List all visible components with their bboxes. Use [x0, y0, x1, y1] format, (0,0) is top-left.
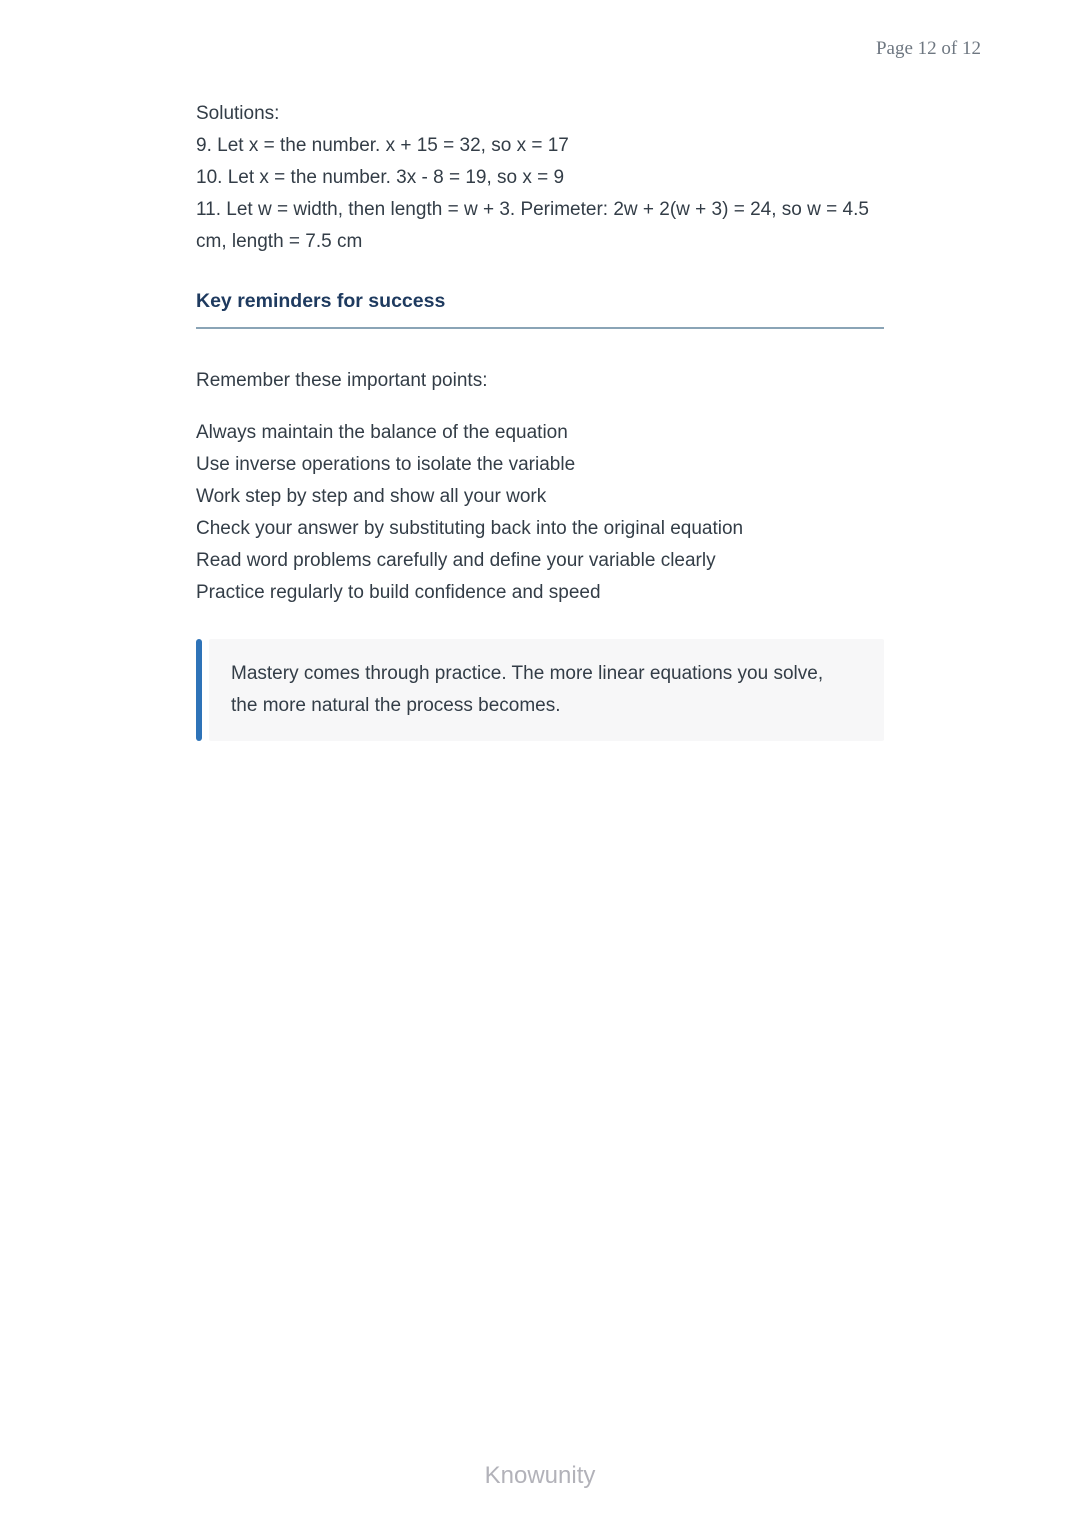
key-reminders-section: [196, 288, 884, 741]
callout-accent-bar: [196, 639, 202, 741]
solutions-title: Solutions:: [196, 103, 280, 124]
reminders-list: [196, 417, 884, 609]
reminder-point: Check your answer by substituting back into the original equation: [196, 518, 744, 539]
solution-line: 10. Let x = the number. 3x - 8 = 19, so x = 9: [196, 167, 565, 188]
callout-body: [209, 639, 884, 741]
footer-brand: Knowunity: [484, 1462, 596, 1489]
reminder-point: Use inverse operations to isolate the variable: [196, 454, 576, 475]
reminder-point: Practice regularly to build confidence and speed: [196, 582, 601, 603]
page-content: [196, 98, 884, 741]
reminders-intro: Remember these important points:: [196, 370, 488, 391]
solution-line: 11. Let w = width, then length = w + 3. Perimeter: 2w + 2(w + 3) = 24, so w = 4.5 cm, length = 7.5 cm: [196, 199, 869, 252]
reminder-point: Always maintain the balance of the equation: [196, 422, 568, 443]
section-heading: Key reminders for success: [196, 288, 884, 329]
page-number: Page 12 of 12: [875, 38, 981, 59]
callout-box: [196, 639, 884, 741]
solutions-section: [196, 98, 884, 258]
solution-line: 9. Let x = the number. x + 15 = 32, so x = 17: [196, 135, 569, 156]
reminder-point: Work step by step and show all your work: [196, 486, 547, 507]
callout-text: Mastery comes through practice. The more linear equations you solve, the more natural the process becomes.: [231, 663, 824, 716]
reminder-point: Read word problems carefully and define your variable clearly: [196, 550, 716, 571]
